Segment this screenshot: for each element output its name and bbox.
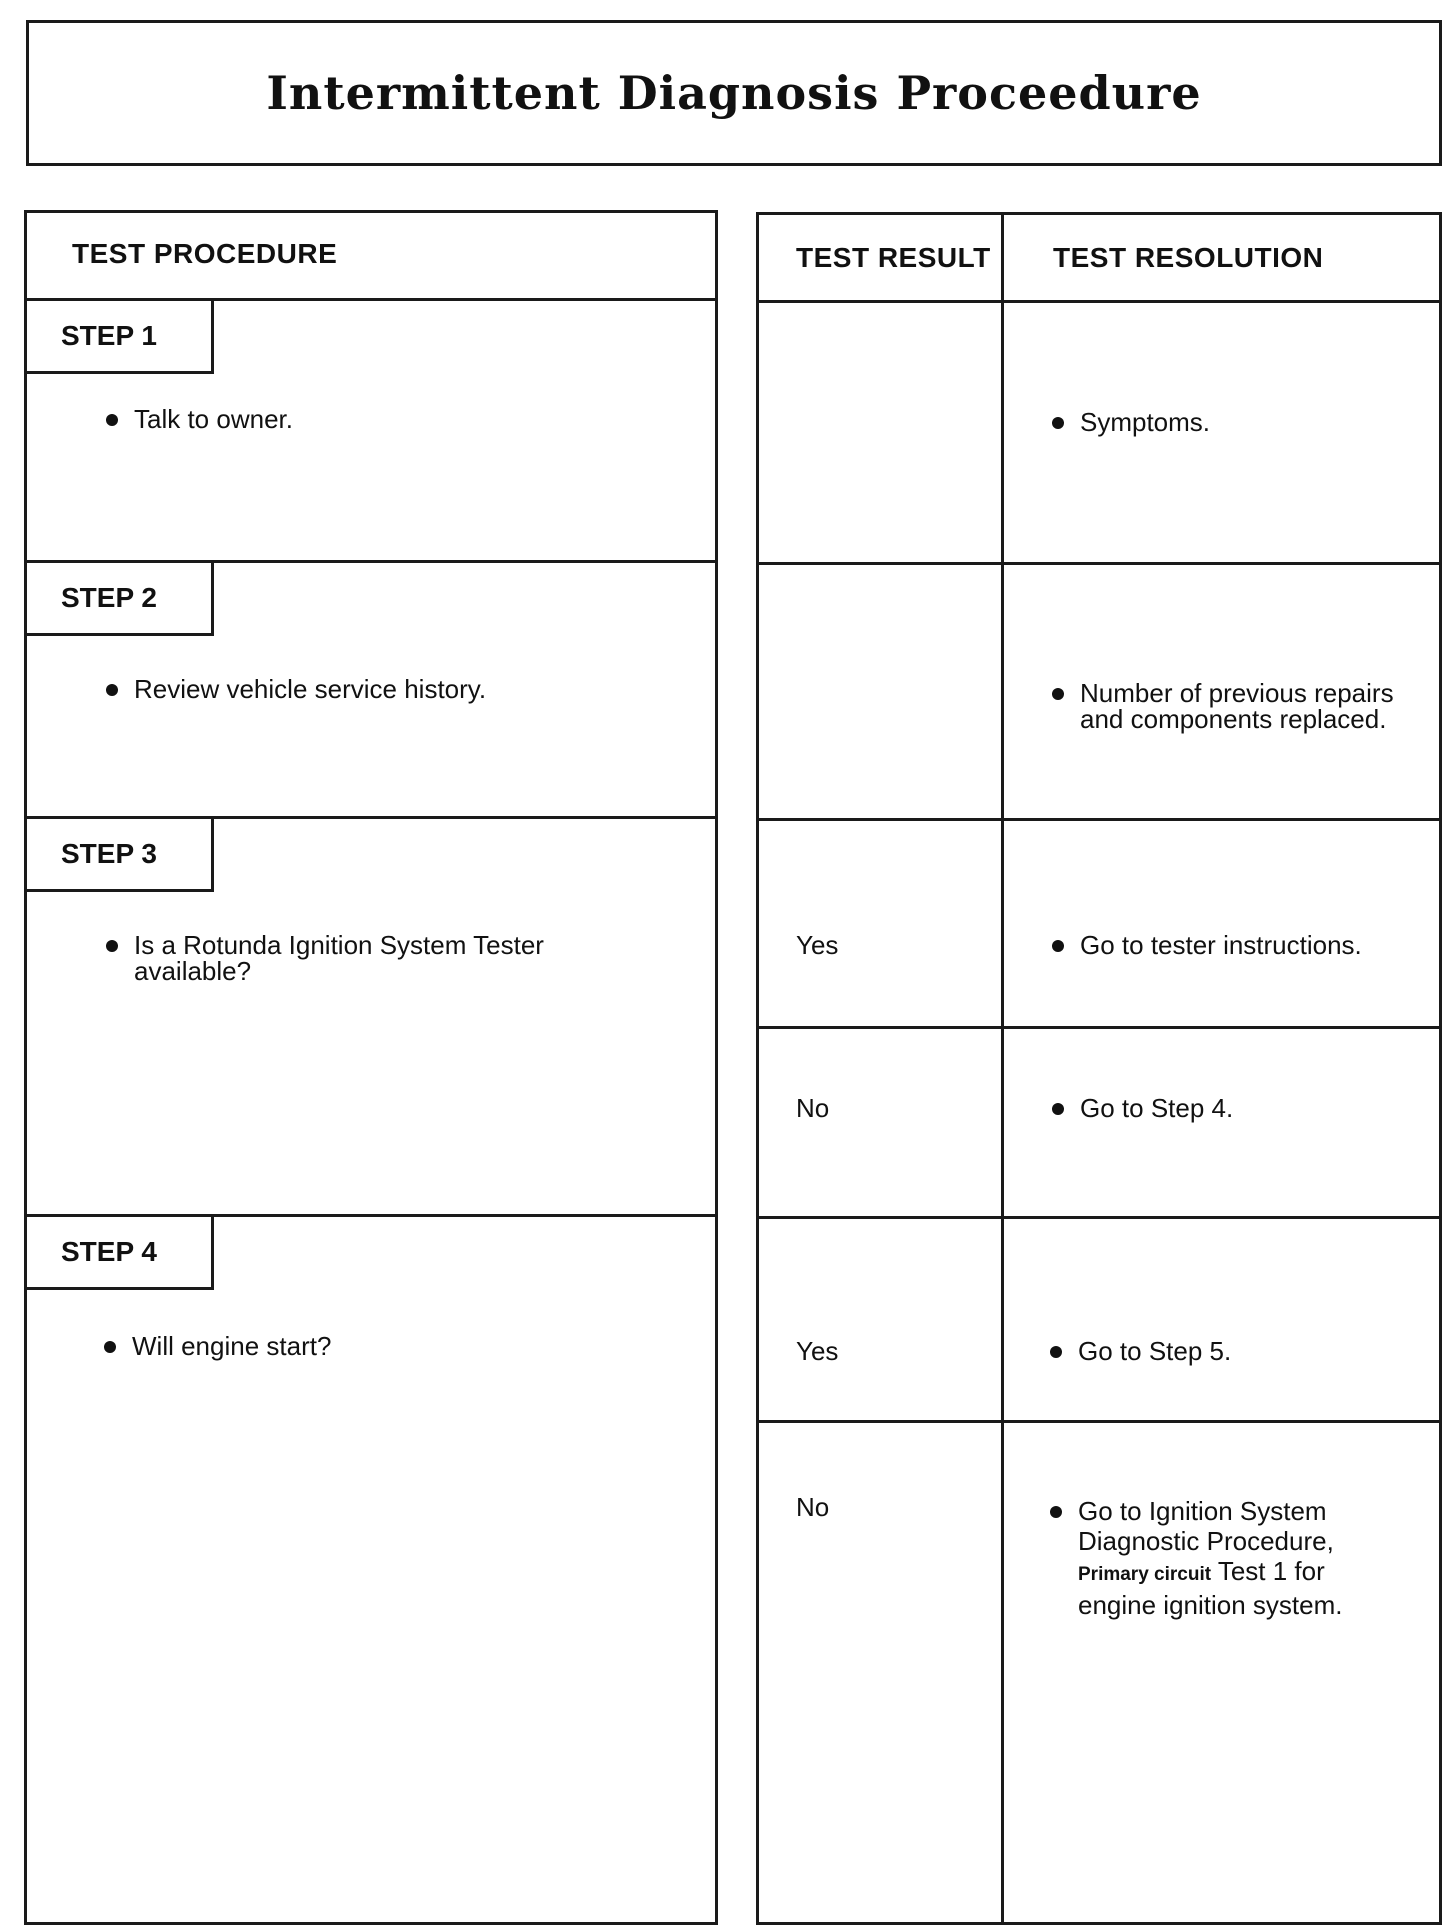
result-value: No xyxy=(796,1492,830,1522)
resolution-text: Symptoms. xyxy=(1080,407,1211,437)
procedure-text: Review vehicle service history. xyxy=(134,674,487,704)
header-test-result: TEST RESULT xyxy=(796,242,991,273)
bullet-icon xyxy=(1052,417,1064,429)
bullet-icon xyxy=(106,940,118,952)
resolution-item xyxy=(1050,1338,1438,1364)
procedure-item xyxy=(106,406,694,432)
resolution-text: Go to Step 4. xyxy=(1080,1093,1234,1123)
step-label: STEP 3 xyxy=(27,819,214,892)
result-divider xyxy=(756,1420,1442,1423)
resolution-item xyxy=(1052,932,1456,958)
resolution-item xyxy=(1052,680,1420,732)
procedure-table xyxy=(24,210,718,1925)
step-label: STEP 4 xyxy=(27,1217,214,1290)
result-header-divider xyxy=(756,300,1442,303)
procedure-item xyxy=(106,676,694,702)
resolution-text: Go to tester instructions. xyxy=(1080,930,1362,960)
result-divider xyxy=(756,818,1442,821)
bullet-icon xyxy=(1052,688,1064,700)
result-divider xyxy=(756,1026,1442,1029)
resolution-item xyxy=(1052,1095,1440,1121)
result-value: Yes xyxy=(796,1336,839,1366)
resolution-text: Number of previous repairs and components replaced. xyxy=(1080,678,1394,734)
bullet-icon xyxy=(1050,1506,1062,1518)
bullet-icon xyxy=(1052,940,1064,952)
procedure-item xyxy=(104,1333,692,1359)
resolution-text: Go to Step 5. xyxy=(1078,1336,1232,1366)
bullet-icon xyxy=(106,684,118,696)
bullet-icon xyxy=(106,414,118,426)
header-test-procedure: TEST PROCEDURE xyxy=(72,238,338,269)
bullet-icon xyxy=(1050,1346,1062,1358)
bullet-icon xyxy=(1052,1103,1064,1115)
result-value: Yes xyxy=(796,930,839,960)
resolution-text: Test 1 for engine ignition system. xyxy=(1078,1556,1343,1620)
bullet-icon xyxy=(104,1341,116,1353)
resolution-text: Go to Ignition System Diagnostic Procedure, xyxy=(1078,1496,1334,1556)
step-label: STEP 2 xyxy=(27,563,214,636)
resolution-item xyxy=(1052,409,1440,435)
result-divider xyxy=(756,562,1442,565)
procedure-text: Talk to owner. xyxy=(134,404,293,434)
result-table xyxy=(756,212,1442,1925)
header-test-resolution: TEST RESOLUTION xyxy=(1053,242,1324,273)
step-label: STEP 1 xyxy=(27,301,214,374)
procedure-text: Is a Rotunda Ignition System Tester available? xyxy=(134,930,544,986)
procedure-text: Will engine start? xyxy=(132,1331,332,1361)
resolution-small-text: Primary circuit xyxy=(1078,1564,1212,1585)
resolution-item xyxy=(1050,1496,1408,1620)
column-divider xyxy=(1001,212,1004,1925)
page-title: Intermittent Diagnosis Proceedure xyxy=(26,20,1442,166)
result-value: No xyxy=(796,1093,830,1123)
result-divider xyxy=(756,1216,1442,1219)
procedure-item xyxy=(106,932,654,984)
